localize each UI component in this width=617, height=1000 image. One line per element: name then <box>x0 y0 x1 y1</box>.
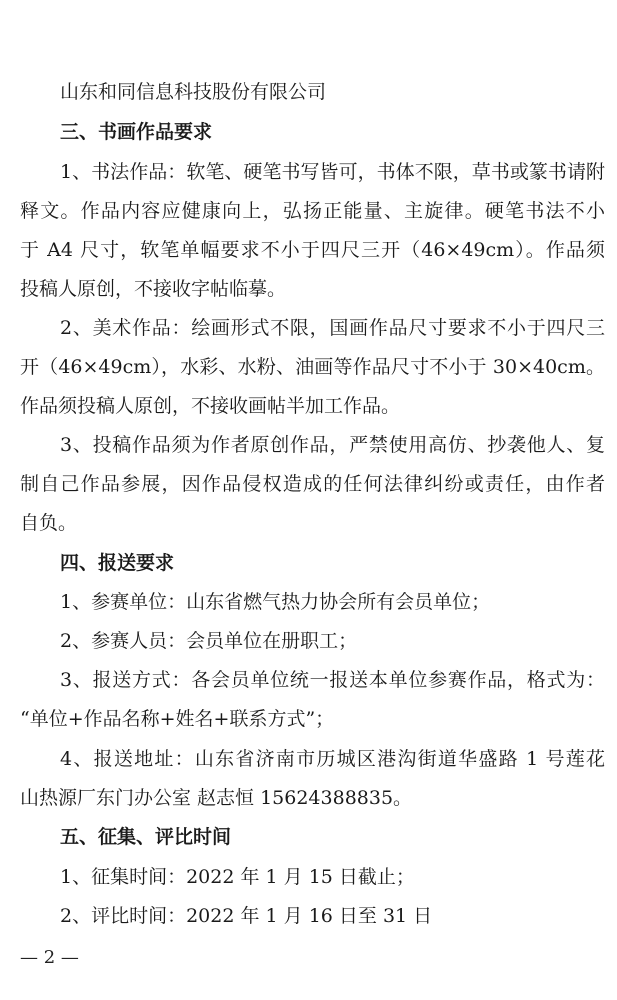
company-name-line: 山东和同信息科技股份有限公司 <box>60 81 327 103</box>
section-heading-4: 四、报送要求 <box>60 552 175 574</box>
section-heading-5: 五、征集、评比时间 <box>60 826 232 848</box>
item-collection-time: 1、征集时间：2022 年 1 月 15 日截止； <box>60 866 415 888</box>
item-submission-method-line-1: 3、报送方式：各会员单位统一报送本单位参赛作品，格式为： <box>60 669 605 691</box>
paragraph-originality-line-2: 制自己作品参展，因作品侵权造成的任何法律纠纷或责任，由作者 <box>20 473 605 495</box>
paragraph-originality-line-3: 自负。 <box>20 512 78 534</box>
item-submission-method-line-2: “单位+作品名称+姓名+联系方式”； <box>20 708 335 730</box>
paragraph-art-line-1: 2、美术作品：绘画形式不限，国画作品尺寸要求不小于四尺三 <box>60 317 605 339</box>
item-address-line-1: 4、报送地址：山东省济南市历城区港沟街道华盛路 1 号莲花 <box>60 748 605 770</box>
item-evaluation-time: 2、评比时间：2022 年 1 月 16 日至 31 日 <box>60 905 433 927</box>
paragraph-calligraphy-line-1: 1、书法作品：软笔、硬笔书写皆可，书体不限，草书或篆书请附 <box>60 161 605 183</box>
item-participating-units: 1、参赛单位：山东省燃气热力协会所有会员单位； <box>60 591 491 613</box>
item-participants: 2、参赛人员：会员单位在册职工； <box>60 630 358 652</box>
paragraph-calligraphy-line-4: 投稿人原创，不接收字帖临摹。 <box>20 278 287 300</box>
paragraph-art-line-2: 开（46×49cm），水彩、水粉、油画等作品尺寸不小于 30×40cm。 <box>20 356 605 378</box>
section-heading-3: 三、书画作品要求 <box>60 121 213 143</box>
paragraph-originality-line-1: 3、投稿作品须为作者原创作品，严禁使用高仿、抄袭他人、复 <box>60 434 605 456</box>
paragraph-calligraphy-line-3: 于 A4 尺寸，软笔单幅要求不小于四尺三开（46×49cm）。作品须 <box>20 239 605 261</box>
paragraph-calligraphy-line-2: 释文。作品内容应健康向上，弘扬正能量、主旋律。硬笔书法不小 <box>20 200 605 222</box>
paragraph-art-line-3: 作品须投稿人原创，不接收画帖半加工作品。 <box>20 395 401 417</box>
page-number: — 2 — <box>20 947 79 968</box>
item-address-line-2: 山热源厂东门办公室 赵志恒 15624388835。 <box>20 787 413 809</box>
